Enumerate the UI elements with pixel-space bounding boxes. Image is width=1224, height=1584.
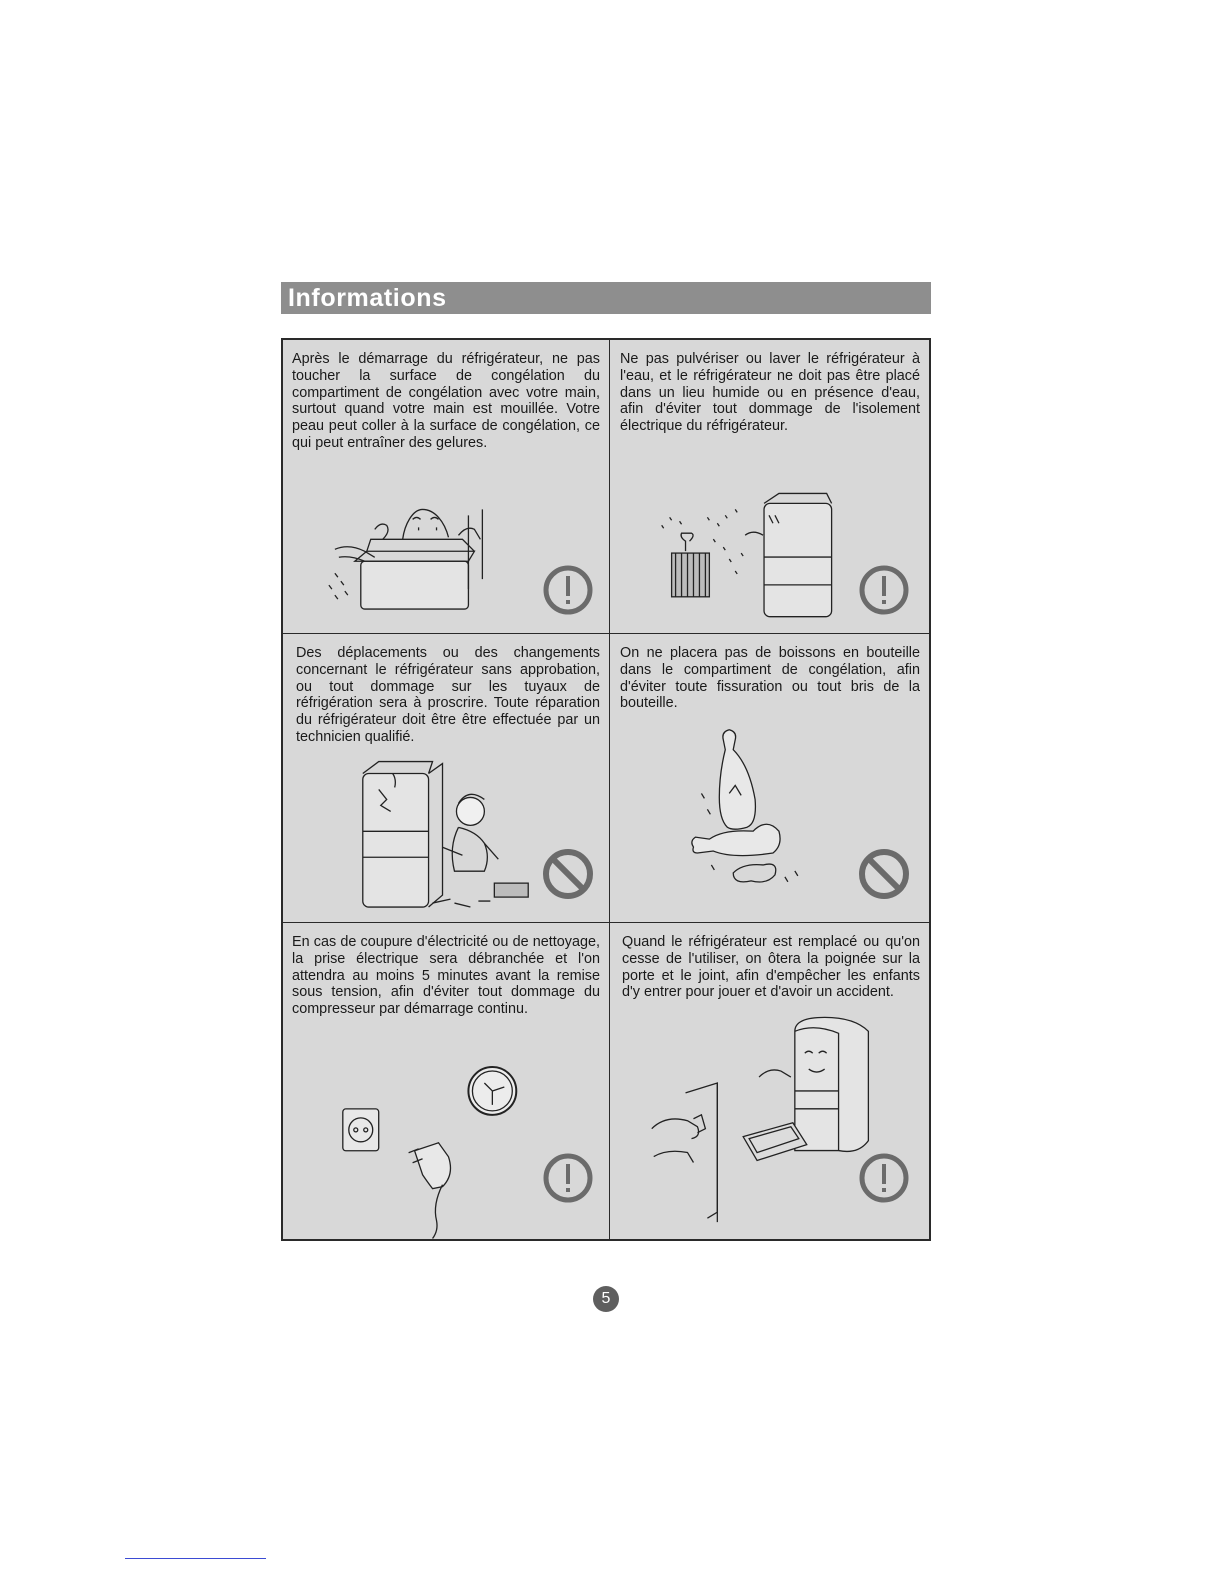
warning-text: En cas de coupure d'électricité ou de nettoyage, la prise électrique sera débranchée et l'on attendra au moins 5 minutes avant la remise sous tension, afin d'éviter tout dommage du compresseur par démarrage continu. — [292, 934, 600, 1018]
warning-cell-no-water — [610, 340, 929, 634]
warning-text: Des déplacements ou des changements concernant le réfrigérateur sans approbation, ou tout dommage sur les tuyaux de réfrigération sera à proscrire. Toute réparation du réfrigérateur doit être être effectuée par un technicien qualifié. — [296, 645, 600, 745]
warning-cell-no-bottles — [610, 634, 929, 923]
warning-cell-qualified-repair — [283, 634, 610, 923]
prohibited-icon — [858, 848, 910, 900]
caution-icon — [542, 1152, 594, 1204]
warnings-grid — [281, 338, 931, 1241]
prohibited-icon — [542, 848, 594, 900]
warning-text: Après le démarrage du réfrigérateur, ne pas toucher la surface de congélation du compartiment de congélation avec votre main, surtout quand votre main est mouillée. Votre peau peut coller à la surface de congélation, ce qui peut entraîner des gelures. — [292, 351, 600, 451]
caution-icon — [858, 564, 910, 616]
section-title: Informations — [288, 284, 447, 312]
page-number: 5 — [593, 1286, 619, 1312]
caution-icon — [858, 1152, 910, 1204]
warning-cell-frozen-surface — [283, 340, 610, 634]
section-header — [281, 282, 931, 314]
caution-icon — [542, 564, 594, 616]
warning-text: Quand le réfrigérateur est remplacé ou qu'on cesse de l'utiliser, on ôtera la poignée sur la porte et le joint, afin d'empêcher les enfants d'y entrer pour jouer et d'avoir un accident. — [622, 934, 920, 1001]
warning-text: On ne placera pas de boissons en bouteille dans le compartiment de congélation, afin d'éviter toute fissuration ou tout bris de la bouteille. — [620, 645, 920, 712]
footnote-divider — [125, 1558, 266, 1559]
warning-cell-remove-handle — [610, 923, 929, 1239]
warning-text: Ne pas pulvériser ou laver le réfrigérateur à l'eau, et le réfrigérateur ne doit pas être placé dans un lieu humide ou en présence d'eau, afin d'éviter tout dommage de l'isolement électrique du réfrigérateur. — [620, 351, 920, 435]
warning-cell-power-off — [283, 923, 610, 1239]
